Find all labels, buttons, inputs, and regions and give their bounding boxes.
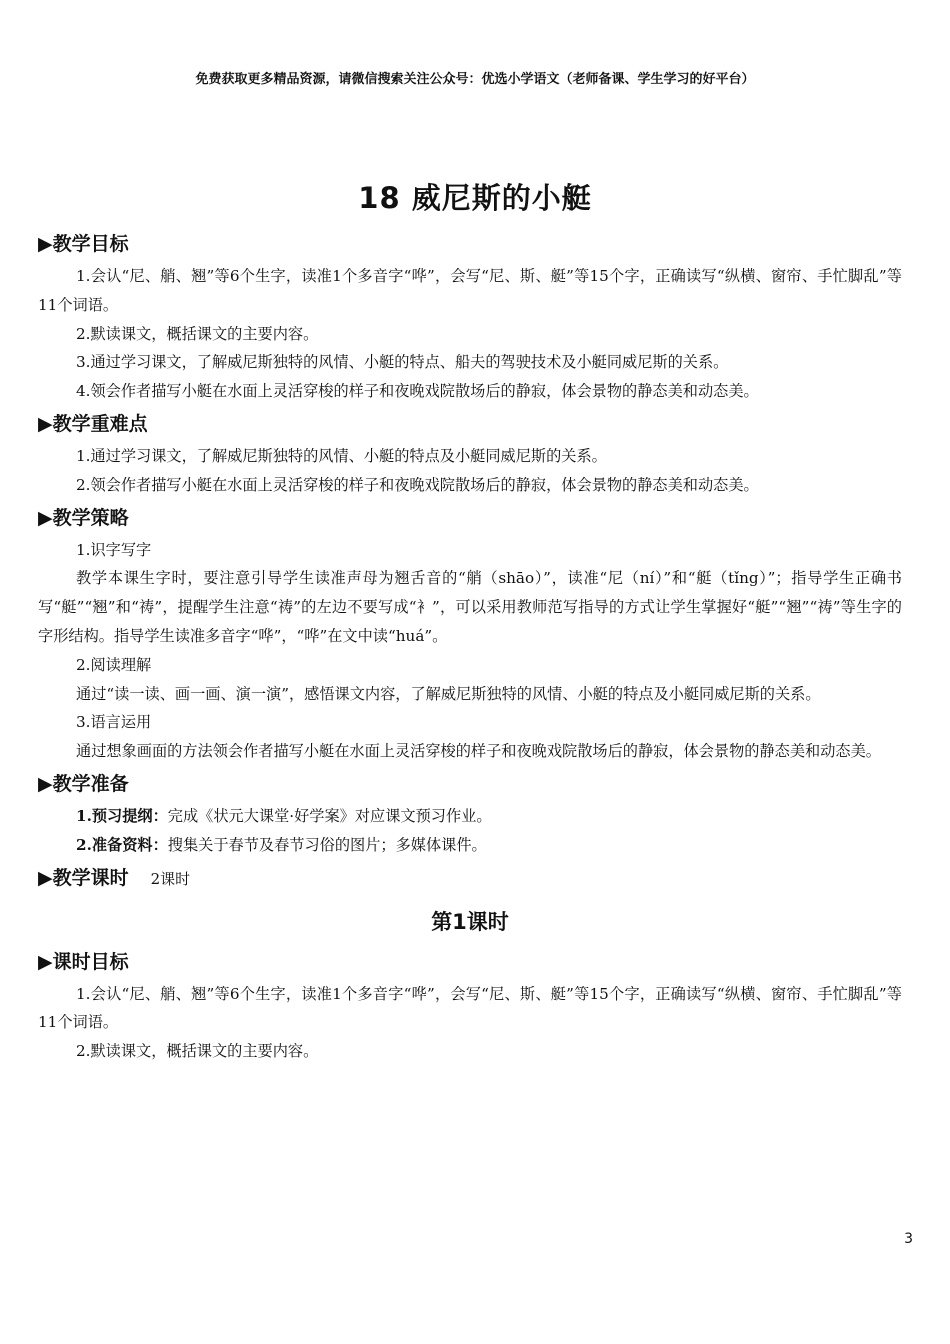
goal-item: 3.通过学习课文，了解威尼斯独特的风情、小艇的特点、船夫的驾驶技术及小艇同威尼斯的关系。 (76, 353, 729, 372)
strategy-paragraph: 教学本课生字时，要注意引导学生读准声母为翘舌音的“艄（shāo）”，读准“尼（ní）”和“艇（tǐng）”；指导学生正确书写“艇”“翘”和“祷”，提醒学生注意“祷”的左边不要写成“衤”，可以采用教师范写指导的方式让学生掌握好“艇”“翘”“祷”等生字的字形结构。指导学生读准多音字“哗”，“哗”在文中读“huá”。 (38, 569, 902, 645)
goal-item: 1.会认“尼、艄、翘”等6个生字，读准1个多音字“哗”，会写“尼、斯、艇”等15个字，正确读写“纵横、窗帘、手忙脚乱”等11个词语。 (38, 267, 902, 314)
section-heading-hours (38, 860, 902, 896)
preparation-label: 1.预习提纲： (76, 806, 168, 825)
section-heading-preparation: ▶教学准备 (38, 772, 129, 795)
hours-heading-label: ▶教学课时 (38, 866, 129, 889)
lesson-title: 第1课时 (431, 909, 509, 934)
strategy-paragraph: 通过想象画面的方法领会作者描写小艇在水面上灵活穿梭的样子和夜晚戏院散场后的静寂，体会景物的静态美和动态美。 (76, 742, 881, 761)
key-point-item: 1.通过学习课文，了解威尼斯独特的风情、小艇的特点及小艇同威尼斯的关系。 (76, 446, 607, 465)
section-heading-strategy: ▶教学策略 (38, 506, 129, 529)
preparation-label: 2.准备资料： (76, 835, 168, 854)
preparation-item (38, 831, 902, 860)
lesson-goal-item: 2.默读课文，概括课文的主要内容。 (76, 1042, 319, 1061)
goal-item: 4.领会作者描写小艇在水面上灵活穿梭的样子和夜晚戏院散场后的静寂，体会景物的静态美和动态美。 (76, 382, 759, 401)
strategy-subheading: 2.阅读理解 (76, 655, 152, 674)
goal-item: 2.默读课文，概括课文的主要内容。 (76, 324, 319, 343)
section-heading-lesson-goals: ▶课时目标 (38, 950, 129, 973)
document-body (38, 226, 902, 1066)
section-heading-key-points: ▶教学重难点 (38, 412, 148, 435)
preparation-text: 完成《状元大课堂·好学案》对应课文预习作业。 (167, 806, 492, 825)
header-banner: 免费获取更多精品资源，请微信搜索关注公众号：优选小学语文（老师备课、学生学习的好平台） (195, 72, 755, 87)
hours-value: 2课时 (150, 869, 191, 888)
strategy-paragraph: 通过“读一读、画一画、演一演”，感悟课文内容，了解威尼斯独特的风情、小艇的特点及小艇同威尼斯的关系。 (76, 684, 821, 703)
section-heading-teaching-goals: ▶教学目标 (38, 233, 129, 255)
strategy-subheading: 3.语言运用 (76, 713, 152, 732)
page-number: 3 (904, 1231, 913, 1247)
lesson-goal-item: 1.会认“尼、艄、翘”等6个生字，读准1个多音字“哗”，会写“尼、斯、艇”等15个字，正确读写“纵横、窗帘、手忙脚乱”等11个词语。 (38, 984, 902, 1032)
strategy-subheading: 1.识字写字 (76, 540, 152, 559)
preparation-text: 搜集关于春节及春节习俗的图片；多媒体课件。 (167, 835, 487, 854)
document-title: 18 威尼斯的小艇 (358, 181, 592, 215)
key-point-item: 2.领会作者描写小艇在水面上灵活穿梭的样子和夜晚戏院散场后的静寂，体会景物的静态美和动态美。 (76, 475, 759, 494)
preparation-item (38, 802, 902, 831)
